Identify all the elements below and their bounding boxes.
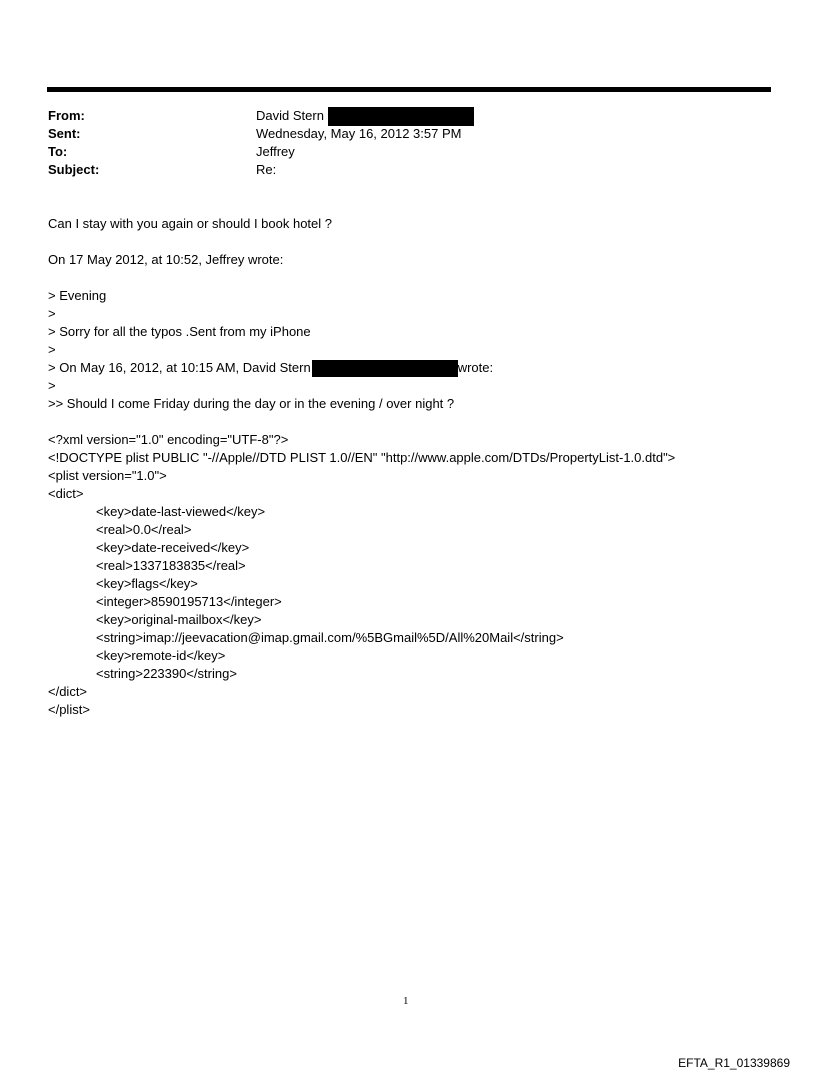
plist-line: <?xml version="1.0" encoding="UTF-8"?> bbox=[48, 432, 289, 447]
sent-value: Wednesday, May 16, 2012 3:57 PM bbox=[256, 126, 462, 141]
quoted-line: > bbox=[48, 306, 56, 321]
plist-line: <string>223390</string> bbox=[96, 666, 237, 681]
to-label: To: bbox=[48, 144, 68, 159]
body-line: Can I stay with you again or should I book hotel ? bbox=[48, 216, 333, 231]
document-id: EFTA_R1_01339869 bbox=[678, 1056, 790, 1070]
subject-label: Subject: bbox=[48, 162, 100, 177]
plist-line: <real>0.0</real> bbox=[96, 522, 192, 537]
plist-line: <plist version="1.0"> bbox=[48, 468, 167, 483]
quoted-line: > Sorry for all the typos .Sent from my iPhone bbox=[48, 324, 311, 339]
quoted-line: > bbox=[48, 378, 56, 393]
from-value bbox=[256, 107, 474, 126]
subject-value: Re: bbox=[256, 162, 277, 177]
sent-label: Sent: bbox=[48, 126, 81, 141]
plist-line: <dict> bbox=[48, 486, 84, 501]
plist-line: <!DOCTYPE plist PUBLIC "-//Apple//DTD PLIST 1.0//EN" "http://www.apple.com/DTDs/PropertyList-1.0.dtd"> bbox=[48, 450, 676, 465]
quoted-line bbox=[48, 359, 493, 377]
quoted-line: > Evening bbox=[48, 288, 107, 303]
plist-line: <key>flags</key> bbox=[96, 576, 198, 591]
plist-line: <key>date-received</key> bbox=[96, 540, 250, 555]
from-name: David Stern bbox=[256, 108, 324, 123]
quoted-attribution: > On May 16, 2012, at 10:15 AM, David Stern bbox=[48, 360, 311, 375]
body-line: On 17 May 2012, at 10:52, Jeffrey wrote: bbox=[48, 252, 284, 267]
plist-line: <string>imap://jeevacation@imap.gmail.com/%5BGmail%5D/All%20Mail</string> bbox=[96, 630, 564, 645]
redaction-block bbox=[328, 107, 474, 126]
quoted-line: >> Should I come Friday during the day or in the evening / over night ? bbox=[48, 396, 455, 411]
header-rule bbox=[47, 87, 771, 92]
redaction-block bbox=[312, 360, 458, 377]
plist-line: <key>remote-id</key> bbox=[96, 648, 226, 663]
page-number: 1 bbox=[403, 995, 409, 1007]
plist-line: <key>original-mailbox</key> bbox=[96, 612, 262, 627]
to-value: Jeffrey bbox=[256, 144, 295, 159]
from-label: From: bbox=[48, 108, 85, 123]
quoted-wrote: wrote: bbox=[457, 360, 494, 375]
plist-line: <real>1337183835</real> bbox=[96, 558, 246, 573]
plist-line: <key>date-last-viewed</key> bbox=[96, 504, 266, 519]
plist-line: <integer>8590195713</integer> bbox=[96, 594, 282, 609]
quoted-line: > bbox=[48, 342, 56, 357]
plist-line: </plist> bbox=[48, 702, 90, 717]
plist-line: </dict> bbox=[48, 684, 88, 699]
